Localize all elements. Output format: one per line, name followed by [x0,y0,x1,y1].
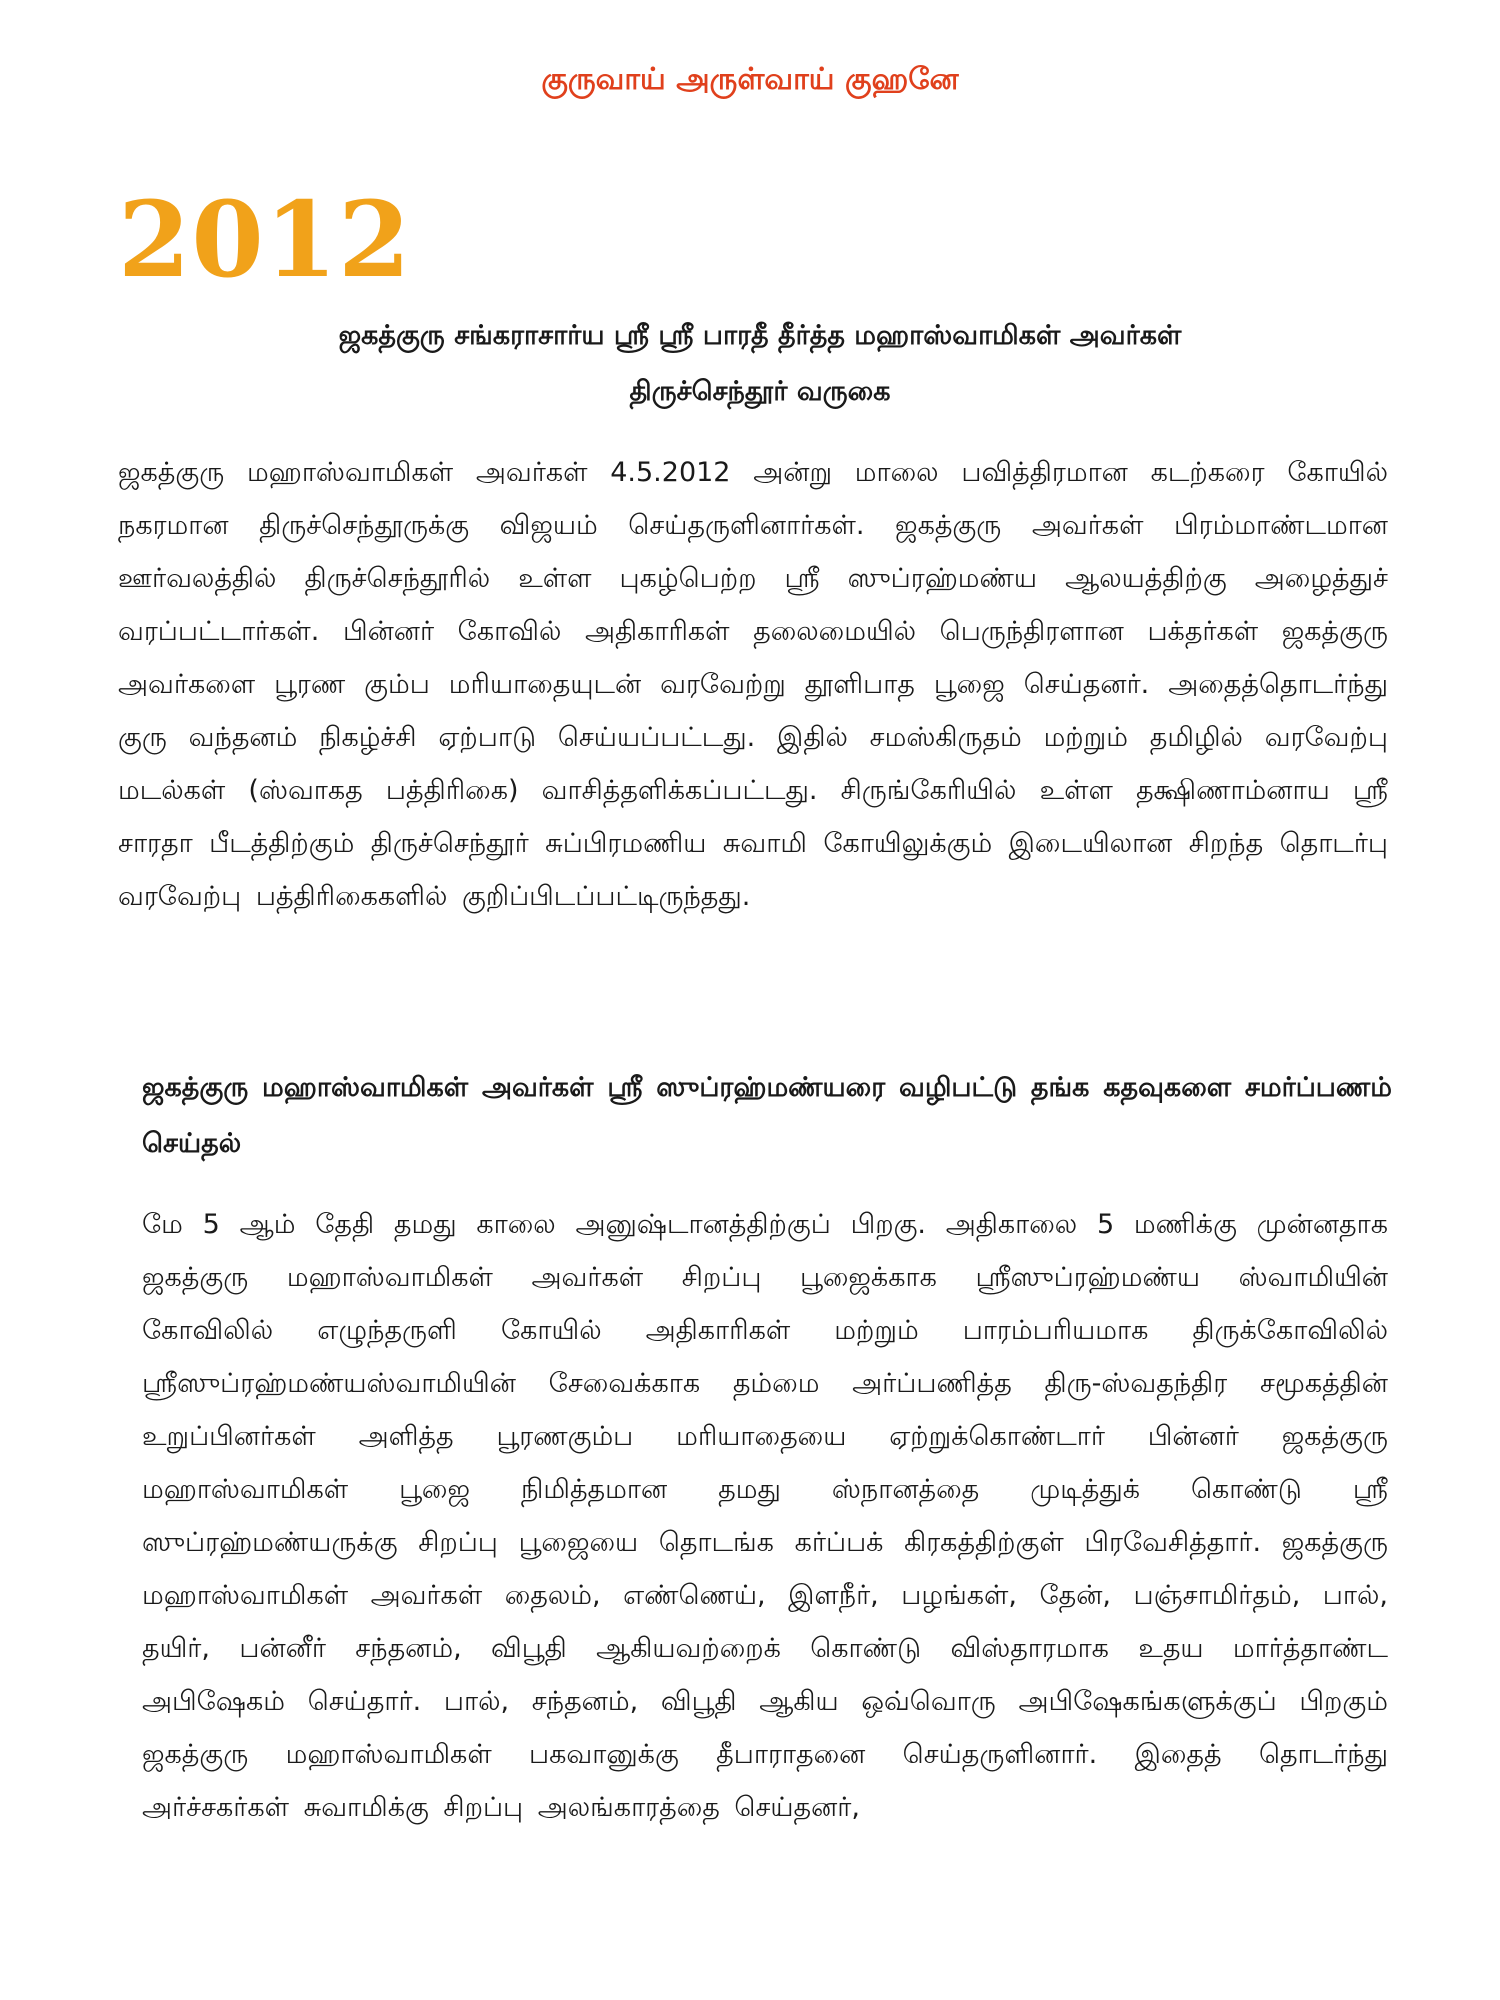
year-heading: 2012 [118,178,412,301]
section-1-title-line-1: ஜகத்குரு சங்கராசார்ய ஸ்ரீ ஸ்ரீ பாரதீ தீர்த்த மஹாஸ்வாமிகள் அவர்கள் [338,320,1182,351]
section-1-title [200,308,1320,420]
section-2-body: மே 5 ஆம் தேதி தமது காலை அனுஷ்டானத்திற்குப் பிறகு. அதிகாலை 5 மணிக்கு முன்னதாக ஜகத்குரு மஹாஸ்வாமிகள் அவர்கள் சிறப்பு பூஜைக்காக ஸ்ரீஸுப்ரஹ்மண்ய ஸ்வாமியின் கோவிலில் எழுந்தருளி கோயில் அதிகாரிகள் மற்றும் பாரம்பரியமாக திருக்கோவிலில் ஸ்ரீஸுப்ரஹ்மண்யஸ்வாமியின் சேவைக்காக தம்மை அர்ப்பணித்த திரு-ஸ்வதந்திர சமூகத்தின் உறுப்பினர்கள் அளித்த பூரணகும்ப மரியாதையை ஏற்றுக்கொண்டார் பின்னர் ஜகத்குரு மஹாஸ்வாமிகள் பூஜை நிமித்தமான தமது ஸ்நானத்தை முடித்துக் கொண்டு ஸ்ரீ ஸுப்ரஹ்மண்யருக்கு சிறப்பு பூஜையை தொடங்க கர்ப்பக் கிரகத்திற்குள் பிரவேசித்தார். ஜகத்குரு மஹாஸ்வாமிகள் அவர்கள் தைலம், எண்ணெய், இளநீர், பழங்கள், தேன், பஞ்சாமிர்தம், பால், தயிர், பன்னீர் சந்தனம், விபூதி ஆகியவற்றைக் கொண்டு விஸ்தாரமாக உதய மார்த்தாண்ட அபிஷேகம் செய்தார். பால், சந்தனம், விபூதி ஆகிய ஒவ்வொரு அபிஷேகங்களுக்குப் பிறகும் ஜகத்குரு மஹாஸ்வாமிகள் பகவானுக்கு தீபாராதனை செய்தருளினார். இதைத் தொடர்ந்து அர்ச்சகர்கள் சுவாமிக்கு சிறப்பு அலங்காரத்தை செய்தனர், [142,1209,1388,1823]
section-1-title-line-2: திருச்செந்தூர் வருகை [629,376,891,407]
section-2-title: ஜகத்குரு மஹாஸ்வாமிகள் அவர்கள் ஸ்ரீ ஸுப்ரஹ்மண்யரை வழிபட்டு தங்க கதவுகளை சமர்ப்பணம் செய்தல் [142,1072,1392,1159]
section-1-body: ஜகத்குரு மஹாஸ்வாமிகள் அவர்கள் 4.5.2012 அன்று மாலை பவித்திரமான கடற்கரை கோயில் நகரமான திருச்செந்தூருக்கு விஜயம் செய்தருளினார்கள். ஜகத்குரு அவர்கள் பிரம்மாண்டமான ஊர்வலத்தில் திருச்செந்தூரில் உள்ள புகழ்பெற்ற ஸ்ரீ ஸுப்ரஹ்மண்ய ஆலயத்திற்கு அழைத்துச் வரப்பட்டார்கள். பின்னர் கோவில் அதிகாரிகள் தலைமையில் பெருந்திரளான பக்தர்கள் ஜகத்குரு அவர்களை பூரண கும்ப மரியாதையுடன் வரவேற்று தூளிபாத பூஜை செய்தனர். அதைத்தொடர்ந்து குரு வந்தனம் நிகழ்ச்சி ஏற்பாடு செய்யப்பட்டது. இதில் சமஸ்கிருதம் மற்றும் தமிழில் வரவேற்பு மடல்கள் (ஸ்வாகத பத்திரிகை) வாசித்தளிக்கப்பட்டது. சிருங்கேரியில் உள்ள தக்ஷிணாம்னாய ஸ்ரீ சாரதா பீடத்திற்கும் திருச்செந்தூர் சுப்பிரமணிய சுவாமி கோயிலுக்கும் இடையிலான சிறந்த தொடர்பு வரவேற்பு பத்திரிகைகளில் குறிப்பிடப்பட்டிருந்தது. [118,457,1388,912]
page-header-invocation: குருவாய் அருள்வாய் குஹனே [541,62,959,97]
